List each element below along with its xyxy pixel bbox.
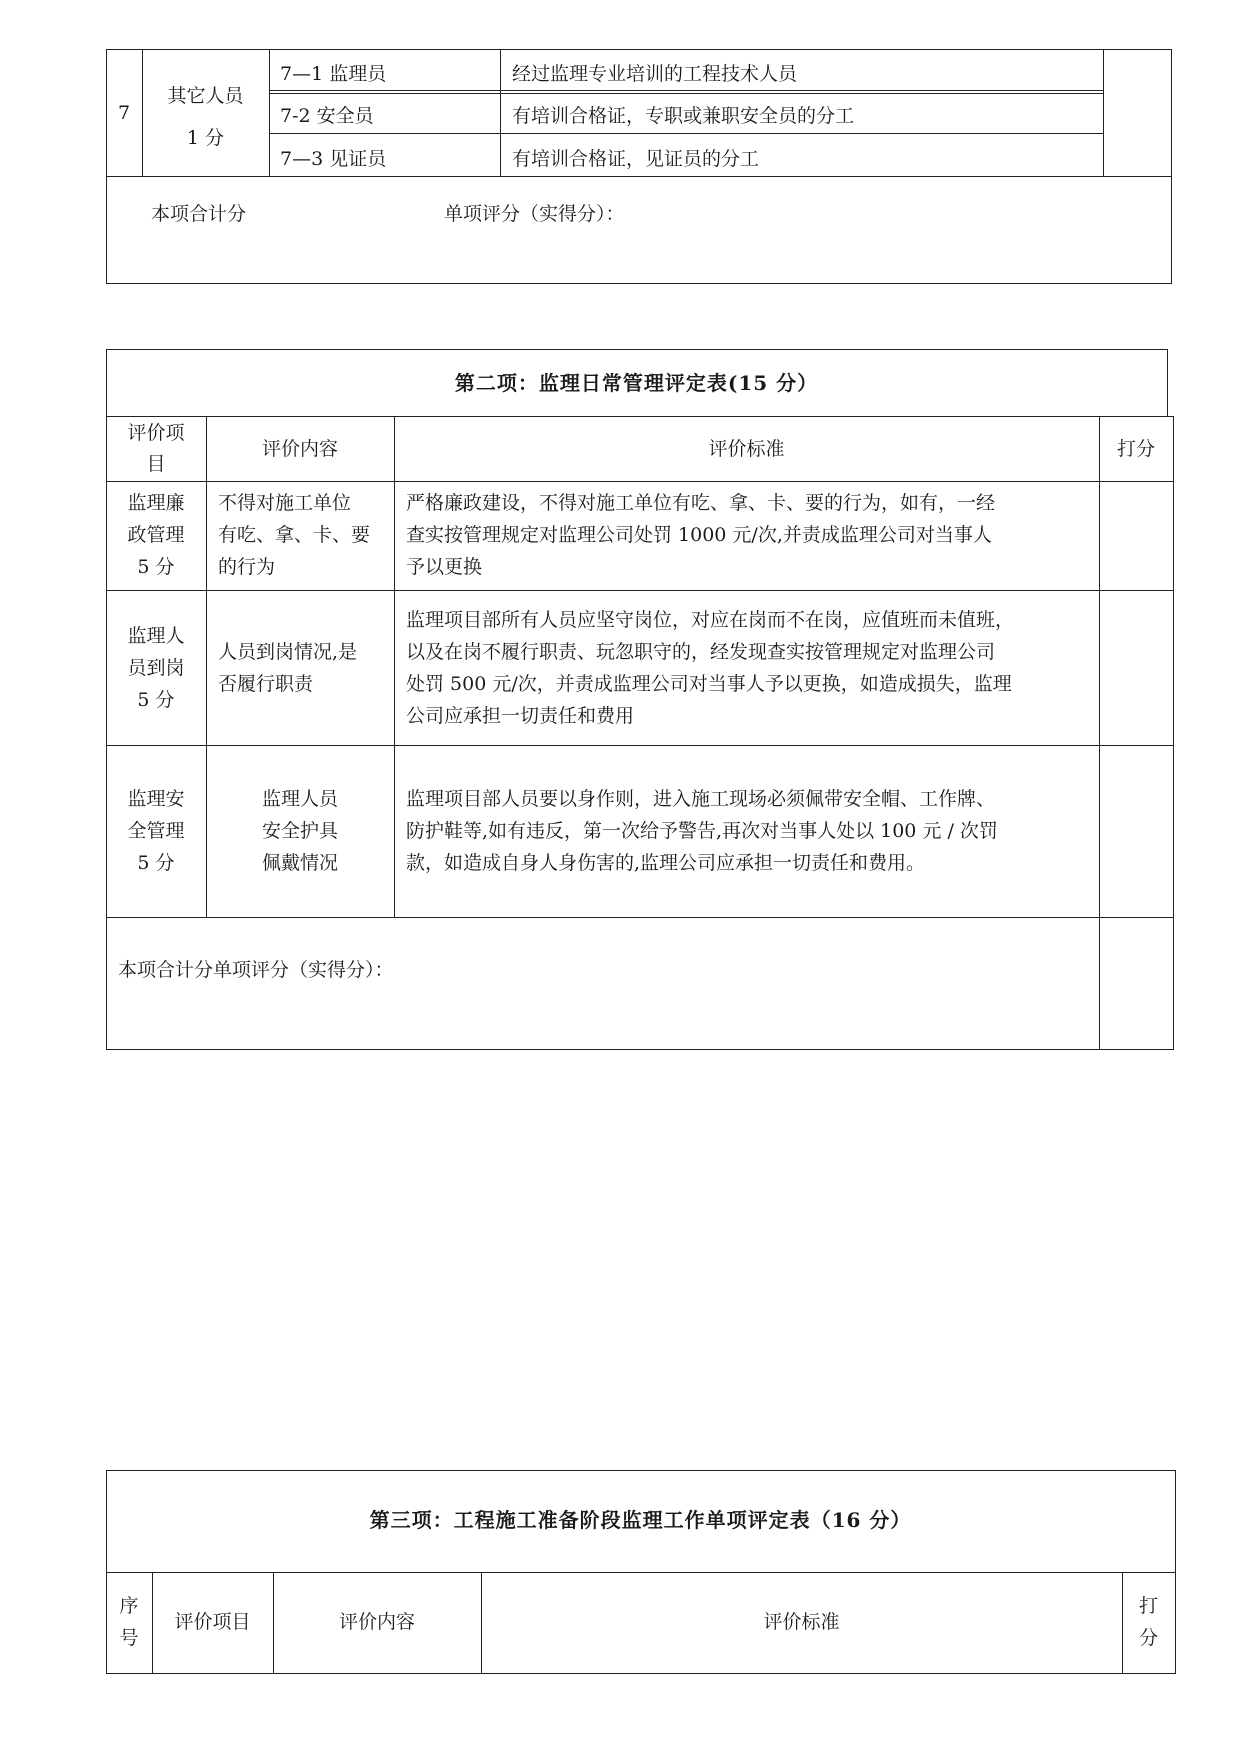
row-standard: 处罚 500 元/次，并责成监理公司对当事人予以更换，如造成损失，监理 <box>406 673 1012 695</box>
row-standard: 严格廉政建设，不得对施工单位有吃、拿、卡、要的行为，如有，一经 <box>406 492 996 514</box>
table2-title-right-border <box>1167 349 1168 416</box>
table2-col-line <box>1099 416 1100 1050</box>
table1-row-criteria: 有培训合格证，见证员的分工 <box>512 148 760 170</box>
table1-bottom-border <box>106 283 1172 284</box>
table1-col-line <box>142 49 143 176</box>
table3-header-bottom <box>106 1673 1176 1674</box>
row-item: 全管理 <box>127 820 185 842</box>
table1-subrow-line <box>269 93 1104 94</box>
table1-col-line <box>1103 49 1104 176</box>
table3-header-top <box>106 1572 1176 1573</box>
table1-left-border <box>106 49 107 283</box>
table1-subrow-line <box>269 90 1104 91</box>
table1-row-code: 7—3 见证员 <box>280 148 387 170</box>
row-standard: 公司应承担一切责任和费用 <box>406 705 635 727</box>
header-seq: 序 <box>119 1595 139 1617</box>
table1-score-label: 单项评分（实得分）： <box>444 203 625 225</box>
header-standard: 评价标准 <box>763 1611 840 1633</box>
header-standard: 评价标准 <box>708 438 785 460</box>
table2-bottom-border <box>106 1049 1174 1050</box>
row-content: 的行为 <box>218 556 276 578</box>
header-score: 打分 <box>1116 438 1155 460</box>
row-item: 政管理 <box>127 524 185 546</box>
table2-right-border <box>1173 416 1174 1050</box>
table2-header-top <box>106 416 1174 417</box>
row-content: 否履行职责 <box>218 673 314 695</box>
table2-row-line <box>106 917 1174 918</box>
table2-row-line <box>106 745 1174 746</box>
table1-row-code: 7—1 监理员 <box>280 63 387 85</box>
table1-top-border <box>106 49 1172 50</box>
table1-seq: 7 <box>117 102 131 124</box>
table1-row-code: 7-2 安全员 <box>280 105 374 127</box>
table1-category: 其它人员 <box>167 85 244 107</box>
table3-top-border <box>106 1470 1176 1471</box>
table2-row-line <box>106 590 1174 591</box>
header-content: 评价内容 <box>261 438 338 460</box>
table1-category-score: 1 分 <box>186 127 225 149</box>
row-standard: 予以更换 <box>406 556 483 578</box>
table1-row-criteria: 有培训合格证，专职或兼职安全员的分工 <box>512 105 855 127</box>
row-standard: 监理项目部所有人员应坚守岗位，对应在岗而不在岗，应值班而未值班， <box>406 609 1015 631</box>
table1-col-line <box>269 49 270 176</box>
header-seq-cont: 号 <box>119 1627 139 1649</box>
row-item-score: 5 分 <box>137 556 175 578</box>
row-content: 有吃、拿、卡、要 <box>218 524 371 546</box>
table1-row-criteria: 经过监理专业培训的工程技术人员 <box>512 63 798 85</box>
table1-total-label: 本项合计分 <box>151 203 247 225</box>
row-standard: 查实按管理规定对监理公司处罚 1000 元/次,并责成监理公司对当事人 <box>406 524 992 546</box>
header-item: 评价项目 <box>174 1611 251 1633</box>
table1-right-border <box>1171 49 1172 283</box>
row-item: 监理人 <box>127 625 185 647</box>
row-content: 监理人员 <box>261 788 338 810</box>
header-item-cont: 目 <box>146 453 166 475</box>
row-item-score: 5 分 <box>137 852 175 874</box>
row-content: 安全护具 <box>261 820 338 842</box>
table2-top-border <box>106 349 1168 350</box>
row-item: 监理廉 <box>127 492 185 514</box>
table1-subrow-line <box>269 133 1104 134</box>
row-content: 不得对施工单位 <box>218 492 352 514</box>
row-content: 人员到岗情况,是 <box>218 641 358 663</box>
header-item: 评价项 <box>127 422 185 444</box>
row-item-score: 5 分 <box>137 689 175 711</box>
row-standard: 以及在岗不履行职责、玩忽职守的，经发现查实按管理规定对监理公司 <box>406 641 996 663</box>
header-score: 打 <box>1138 1595 1158 1617</box>
row-standard: 监理项目部人员要以身作则，进入施工现场必须佩带安全帽、工作牌、 <box>406 788 996 810</box>
table1-col-line <box>500 49 501 176</box>
header-content: 评价内容 <box>338 1611 415 1633</box>
row-item: 员到岗 <box>127 657 185 679</box>
table1-row-divider <box>106 176 1172 177</box>
row-standard: 防护鞋等,如有违反，第一次给予警告,再次对当事人处以 100 元 / 次罚 <box>406 820 998 842</box>
row-item: 监理安 <box>127 788 185 810</box>
header-score-cont: 分 <box>1138 1627 1158 1649</box>
table2-row-line <box>106 481 1174 482</box>
row-standard: 款，如造成自身人身伤害的,监理公司应承担一切责任和费用。 <box>406 852 926 874</box>
table2-total-label: 本项合计分单项评分（实得分）： <box>118 959 394 981</box>
row-content: 佩戴情况 <box>261 852 338 874</box>
table3-title: 第三项：工程施工准备阶段监理工作单项评定表（16 分） <box>369 1508 912 1532</box>
table2-title: 第二项：监理日常管理评定表(15 分） <box>454 371 819 395</box>
table2-col-line <box>394 416 395 918</box>
